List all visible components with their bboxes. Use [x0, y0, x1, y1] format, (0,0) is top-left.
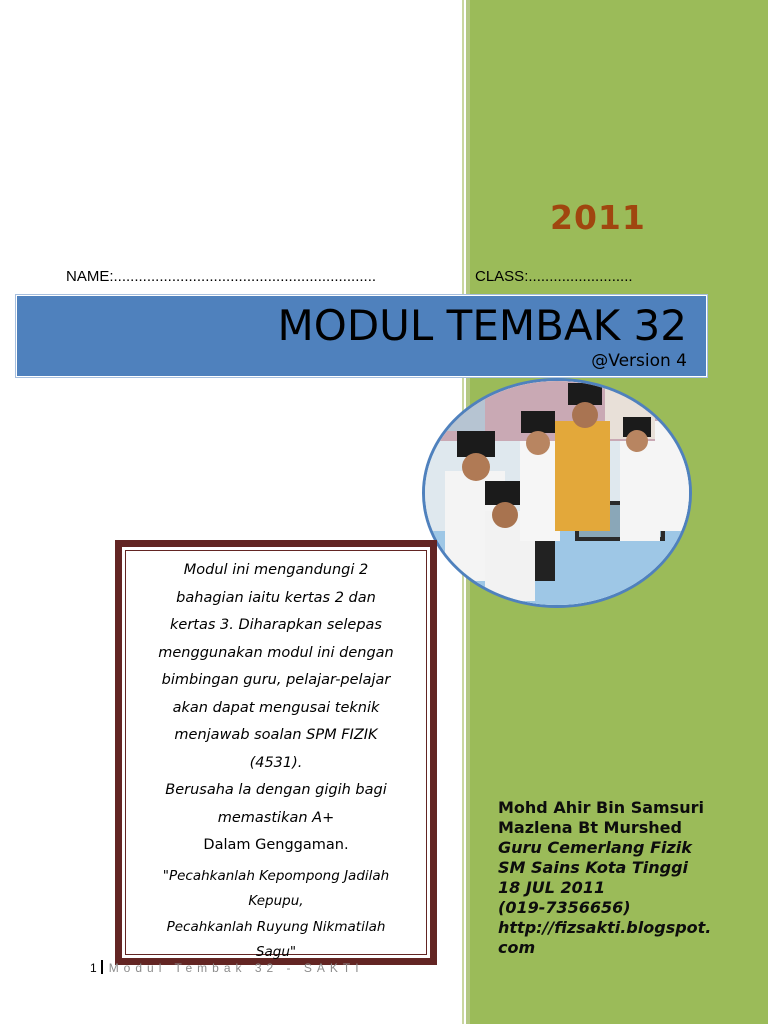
intro-line: menjawab soalan SPM FIZIK — [174, 727, 378, 743]
author-role: Guru Cemerlang Fizik — [498, 838, 692, 857]
author-block — [498, 798, 760, 958]
intro-line: bimbingan guru, pelajar-pelajar — [161, 672, 391, 688]
version-label: @Version 4 — [591, 351, 687, 371]
footer-text: Modul Tembak 32 - SAKTI — [108, 961, 364, 975]
motto-quote — [138, 864, 414, 966]
page-number: 1 — [90, 961, 97, 975]
author-name: Mazlena Bt Murshed — [498, 818, 682, 837]
intro-line: bahagian iaitu kertas 2 dan — [176, 589, 376, 606]
intro-line: Dalam Genggaman. — [203, 837, 349, 853]
quote-line: Kepupu, — [248, 893, 304, 909]
intro-line: memastikan A+ — [217, 809, 335, 826]
footer-divider — [101, 960, 103, 974]
name-field: NAME:............................................................... — [66, 268, 377, 285]
intro-text — [138, 557, 414, 860]
intro-box — [115, 540, 437, 965]
intro-line: (4531). — [249, 754, 303, 771]
intro-line: Berusaha la dengan gigih bagi — [165, 782, 387, 798]
phone-number: (019-7356656) — [498, 898, 631, 917]
author-name: Mohd Ahir Bin Samsuri — [498, 798, 704, 817]
year-label: 2011 — [550, 198, 646, 237]
publication-date: 18 JUL 2011 — [498, 878, 606, 897]
school-name: SM Sains Kota Tinggi — [498, 858, 689, 877]
intro-line: Modul ini mengandungi 2 — [183, 562, 369, 578]
class-field: CLASS:......................... — [475, 268, 633, 285]
document-title: MODUL TEMBAK 32 — [277, 301, 687, 350]
title-banner — [15, 294, 708, 378]
intro-line: akan dapat mengusai teknik — [172, 699, 380, 716]
blog-url: http://fizsakti.blogspot. — [498, 918, 712, 937]
quote-line: "Pecahkanlah Kepompong Jadilah — [162, 867, 390, 884]
classroom-photo-image — [425, 381, 689, 605]
quote-line: Pecahkanlah Ruyung Nikmatilah — [166, 918, 386, 935]
cover-photo — [422, 378, 692, 608]
intro-line: kertas 3. Diharapkan selepas — [170, 617, 382, 633]
quote-line: Sagu" — [255, 944, 297, 960]
intro-line: menggunakan modul ini dengan — [158, 644, 394, 661]
blog-url-continued: com — [498, 938, 536, 957]
intro-box-inner — [125, 550, 427, 960]
page-footer — [90, 960, 364, 975]
